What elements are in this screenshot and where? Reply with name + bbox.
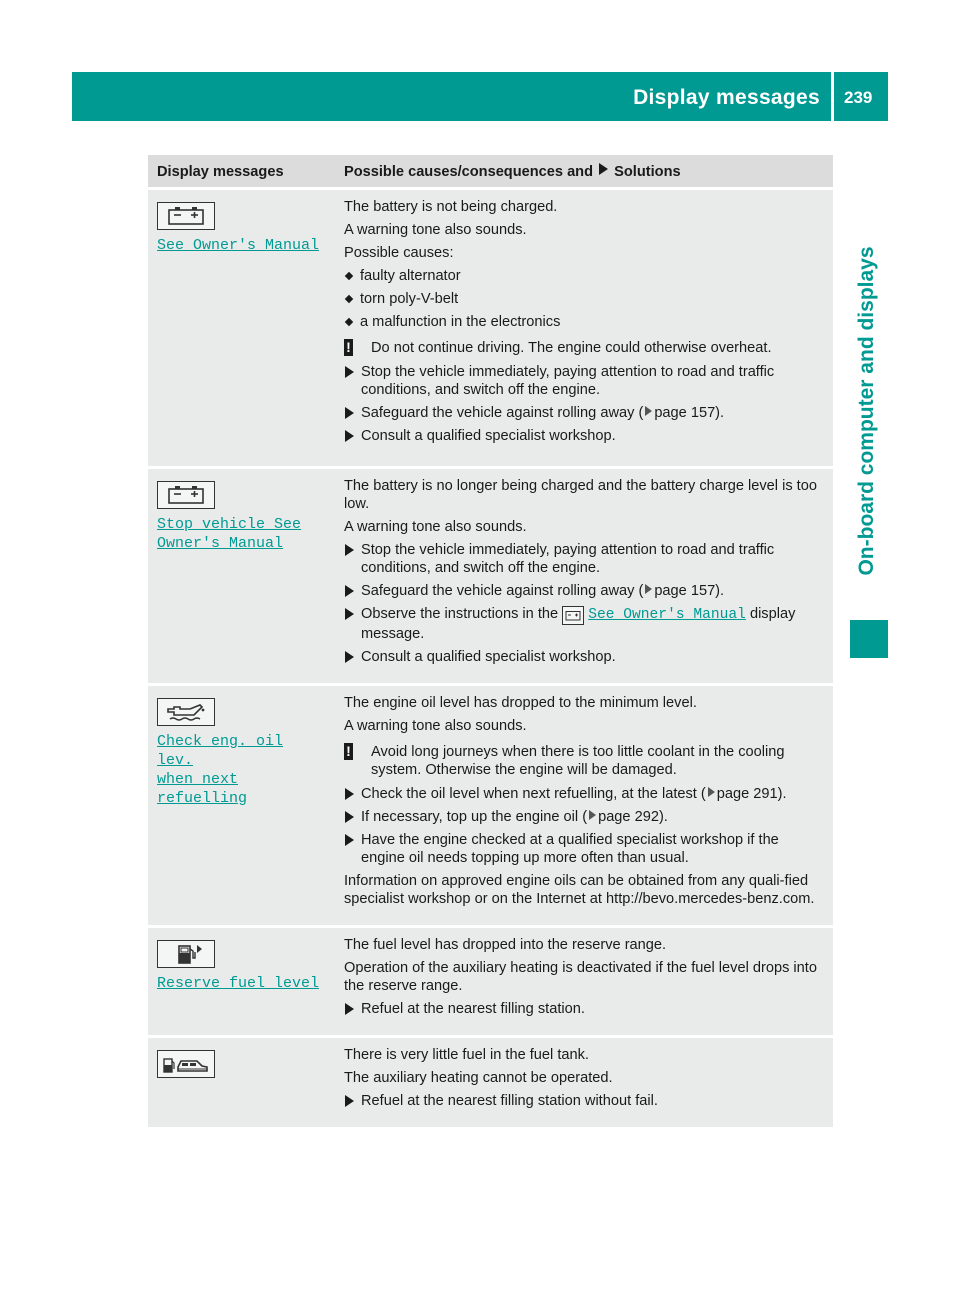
display-message: Check eng. oil lev. — [157, 732, 284, 769]
action-step-text: Observe the instructions in the — [361, 606, 559, 622]
oil-can-icon — [157, 698, 215, 726]
page-ref-icon — [708, 787, 715, 797]
solution-cell — [335, 925, 833, 1035]
page-reference[interactable]: page 157). — [654, 583, 725, 599]
display-message: Owner's Manual — [157, 535, 284, 552]
column-header-solutions-b: Solutions — [614, 164, 681, 180]
side-tab — [846, 226, 888, 596]
fuel-car-icon — [157, 1050, 215, 1078]
side-tab-label: On-board computer and displays — [855, 246, 878, 576]
table-row — [148, 187, 833, 466]
battery-icon — [562, 606, 584, 625]
action-step-text: Safeguard the vehicle against rolling away ( — [361, 583, 644, 599]
list-item: faulty alternator — [344, 267, 825, 285]
table-row — [148, 1035, 833, 1127]
cause-text: The engine oil level has dropped to the minimum level. — [344, 694, 697, 711]
action-step — [344, 404, 825, 422]
column-header-messages: Display messages — [148, 155, 335, 187]
column-header-solutions — [335, 155, 833, 187]
table-row — [148, 466, 833, 683]
action-step — [344, 582, 825, 600]
display-message: See Owner's Manual — [157, 237, 320, 254]
message-cell — [148, 187, 335, 466]
display-message: Stop vehicle See — [157, 516, 302, 533]
page-reference[interactable]: page 292). — [598, 808, 668, 825]
cause-text: The auxiliary heating cannot be operated. — [344, 1069, 613, 1086]
cause-text: A warning tone also sounds. — [344, 717, 527, 734]
cause-text: There is very little fuel in the fuel tank. — [344, 1046, 589, 1063]
cause-text: The battery is not being charged. — [344, 199, 558, 215]
info-text: Information on approved engine oils can be obtained from any quali-fied specialist workshop or on the Internet at http://bevo.mercedes-benz.com. — [344, 872, 815, 907]
action-step — [344, 605, 825, 643]
message-cell — [148, 1035, 335, 1127]
column-header-solutions-a: Possible causes/consequences and — [344, 164, 594, 180]
warning-note: ! Avoid long journeys when there is too little coolant in the cooling system. Otherwise the engine will be damaged. — [344, 743, 825, 779]
page-ref-icon — [589, 810, 596, 820]
arrow-icon — [599, 163, 608, 175]
action-step — [344, 785, 825, 803]
solution-cell — [335, 466, 833, 683]
page-ref-icon — [645, 406, 652, 416]
action-step: Consult a qualified specialist workshop. — [344, 648, 825, 666]
solution-cell — [335, 683, 833, 925]
display-message: Reserve fuel level — [157, 974, 320, 992]
table-row — [148, 683, 833, 925]
action-step: Stop the vehicle immediately, paying attention to road and traffic conditions, and switch off the engine. — [344, 541, 825, 577]
action-step-text: If necessary, top up the engine oil ( — [361, 808, 588, 825]
action-step-text: display message. — [361, 606, 796, 642]
solution-cell — [335, 187, 833, 466]
action-step-text: Safeguard the vehicle against rolling away ( — [361, 405, 644, 421]
cause-text: Operation of the auxiliary heating is deactivated if the fuel level drops into the reserve range. — [344, 959, 817, 994]
message-cell — [148, 925, 335, 1035]
page-ref-icon — [645, 584, 652, 594]
display-messages-table — [148, 155, 833, 1127]
message-cell — [148, 466, 335, 683]
battery-icon — [157, 202, 215, 230]
cause-text: Possible causes: — [344, 245, 454, 261]
action-step: Consult a qualified specialist workshop. — [344, 427, 825, 445]
cause-text: The fuel level has dropped into the reserve range. — [344, 936, 667, 953]
action-step — [344, 808, 825, 826]
display-message: when next refuelling — [157, 770, 248, 807]
solution-cell — [335, 1035, 833, 1127]
action-step: Stop the vehicle immediately, paying attention to road and traffic conditions, and switch off the engine. — [344, 363, 825, 399]
table-row — [148, 925, 833, 1035]
page-title: Display messages — [633, 86, 820, 109]
warning-note: ! Do not continue driving. The engine could otherwise overheat. — [344, 339, 825, 357]
battery-icon — [157, 481, 215, 509]
page-reference[interactable]: page 291). — [716, 785, 787, 802]
action-step: Refuel at the nearest filling station. — [344, 1000, 825, 1018]
list-item: a malfunction in the electronics — [344, 313, 825, 331]
page-number: 239 — [844, 88, 873, 107]
cause-text: A warning tone also sounds. — [344, 222, 527, 238]
action-step: Refuel at the nearest filling station without fail. — [344, 1092, 825, 1110]
action-step-text: Check the oil level when next refuelling, at the latest ( — [361, 785, 706, 802]
page-reference[interactable]: page 157). — [654, 405, 725, 421]
inline-display-message: See Owner's Manual — [588, 607, 746, 623]
cause-text: A warning tone also sounds. — [344, 519, 527, 535]
list-item: torn poly-V-belt — [344, 290, 825, 308]
side-tab-marker — [850, 620, 888, 658]
header-bar — [72, 72, 888, 121]
message-cell — [148, 683, 335, 925]
fuel-pump-icon — [157, 940, 215, 968]
cause-text: The battery is no longer being charged and the battery charge level is too low. — [344, 478, 817, 512]
action-step: Have the engine checked at a qualified specialist workshop if the engine oil needs topping up more often than usual. — [344, 831, 825, 867]
header-divider — [831, 72, 834, 121]
